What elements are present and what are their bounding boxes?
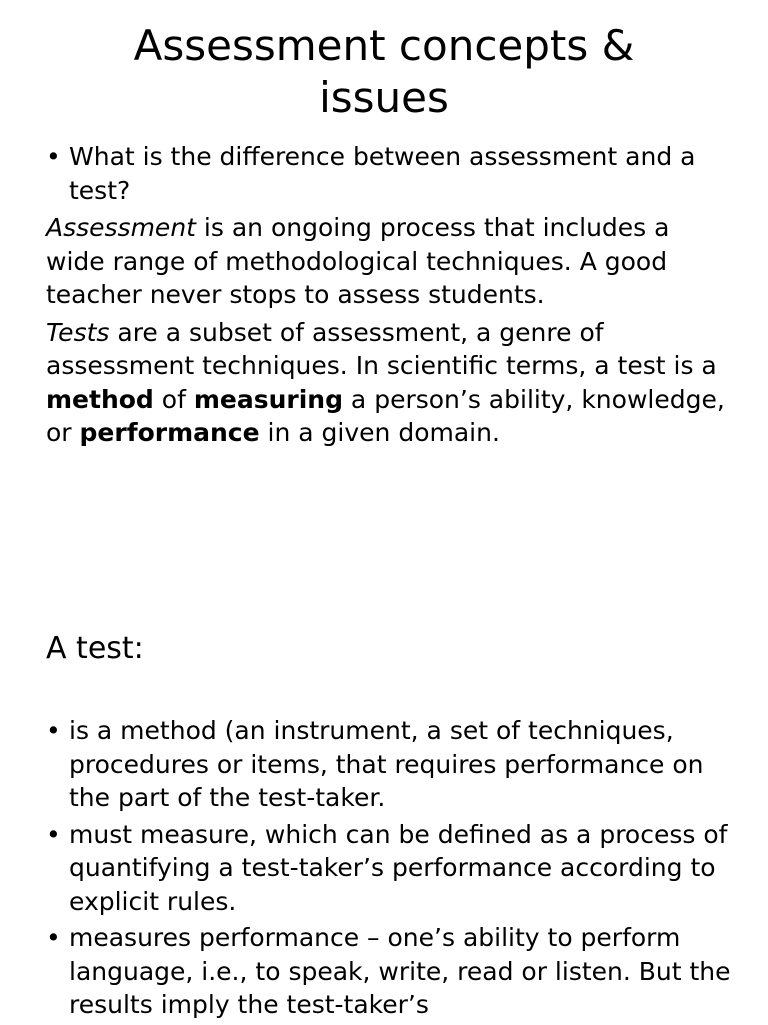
assessment-definition: [46, 211, 736, 312]
slide-a-test: [0, 560, 768, 1024]
tests-definition: [46, 316, 736, 450]
tests-term: Tests: [46, 317, 110, 347]
keyword-measuring: measuring: [193, 384, 343, 414]
slide-heading: A test:: [46, 631, 144, 666]
question-bullet: • What is the difference between assessment and a test?: [46, 140, 736, 207]
list-item: • measures performance – one’s ability to perform language, i.e., to speak, write, read or listen. But the results imply the test-taker’s: [46, 921, 736, 1022]
assessment-term: Assessment: [46, 213, 196, 242]
keyword-method: method: [46, 384, 154, 414]
assessment-definition-text: is an ongoing process that includes a wide range of methodological techniques. A good teacher never stops to assess students.: [46, 213, 670, 309]
slide-title-line-2: issues: [319, 73, 449, 122]
list-item: • must measure, which can be defined as a process of quantifying a test-taker’s performance according to explicit rules.: [46, 818, 736, 919]
slide-title: [40, 20, 728, 124]
tests-definition-text-1: are a subset of assessment, a genre of assessment techniques. In scientific terms, a test is a: [46, 317, 717, 380]
slide-title-line-1: Assessment concepts &: [133, 21, 635, 70]
tests-definition-text-4: in a given domain.: [259, 418, 500, 447]
list-item: • is a method (an instrument, a set of techniques, procedures or items, that requires performance on the part of the test-taker.: [46, 714, 736, 815]
slide-body: [46, 140, 736, 454]
test-characteristics-list: [46, 714, 736, 1025]
keyword-performance: performance: [79, 418, 260, 447]
tests-definition-text-3: a person’s ability, knowledge, or: [46, 384, 725, 447]
tests-definition-text-2: of: [153, 384, 194, 414]
